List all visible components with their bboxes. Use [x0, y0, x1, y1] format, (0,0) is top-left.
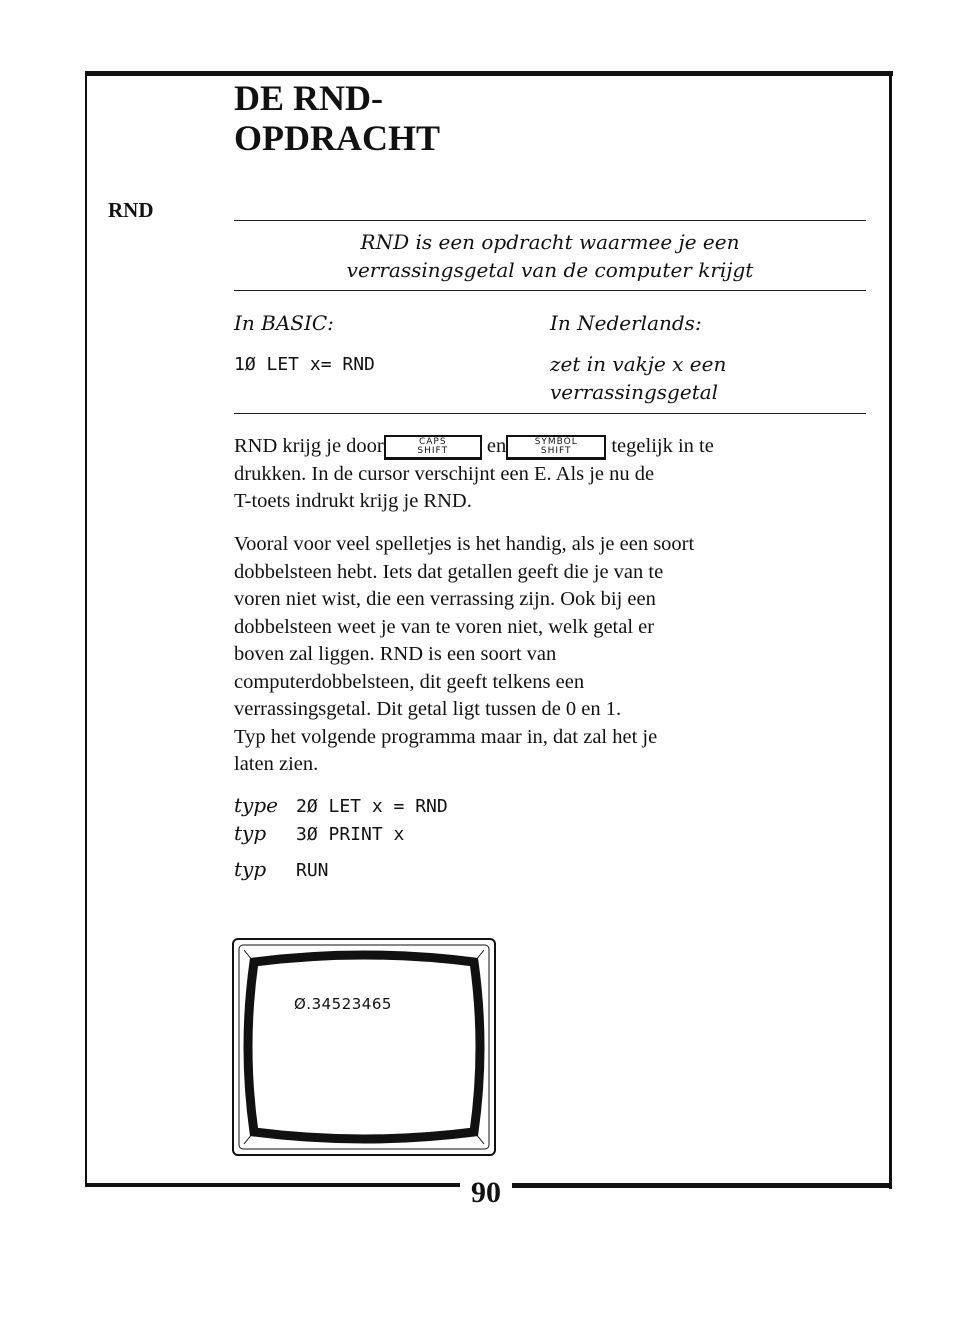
definition-line-2: verrassingsgetal van de computer krijgt [346, 258, 754, 282]
symbol-key-line-2: SHIFT [540, 445, 572, 456]
frame-left-border [85, 71, 87, 1185]
keys-line-3: T-toets indrukt krijg je RND. [234, 490, 472, 512]
rule-top [234, 220, 866, 221]
program-verb: typ [234, 821, 267, 845]
keys-line-2: drukken. In de cursor verschijnt een E. Als je nu de [234, 462, 655, 485]
tv-screen-illustration [232, 938, 496, 1156]
body-line: Vooral voor veel spelletjes is het handig, als je een soort [234, 533, 695, 555]
body-line: dobbelsteen weet je van te voren niet, welk getal er [234, 615, 655, 638]
definition [234, 228, 866, 284]
page-number: 90 [471, 1176, 501, 1209]
body-line: boven zal liggen. RND is een soort van [234, 643, 557, 665]
program-code: RUN [296, 860, 329, 881]
caps-key-line-1: CAPS [418, 436, 447, 447]
program-code: 3Ø PRINT x [296, 824, 405, 845]
dutch-line-1: zet in vakje x een [550, 352, 727, 376]
caps-key-line-2: SHIFT [417, 445, 449, 456]
program-verb: type [234, 793, 278, 817]
keys-text-after: tegelijk in te [611, 435, 714, 457]
body-line: dobbelsteen hebt. Iets dat getallen geeft die je van te [234, 560, 664, 583]
frame-right-border [889, 71, 892, 1189]
dutch-header: In Nederlands: [550, 311, 702, 335]
keys-text-before: RND krijg je door [234, 435, 384, 457]
dutch-explanation [550, 350, 726, 406]
definition-line-1: RND is een opdracht waarmee je een [360, 230, 740, 254]
body-line: laten zien. [234, 753, 319, 775]
frame-top-border [85, 71, 893, 76]
screen-output-value: Ø.34523465 [294, 995, 392, 1013]
title-line-2: OPDRACHT [234, 118, 440, 158]
frame-bottom-border-left [85, 1183, 460, 1187]
body-paragraph [234, 531, 874, 779]
rule-bottom [234, 413, 866, 414]
body-line: computerdobbelsteen, dit geeft telkens een [234, 670, 585, 693]
symbol-shift-key [506, 435, 606, 460]
body-line: verrassingsgetal. Dit getal ligt tussen de 0 en 1. [234, 698, 622, 720]
tv-screen-glass [248, 955, 480, 1139]
caps-shift-key [384, 435, 482, 460]
program-line-1 [234, 791, 448, 821]
basic-header: In BASIC: [234, 311, 334, 335]
body-line: voren niet wist, die een verrassing zijn. Ook bij een [234, 588, 656, 610]
keys-text-middle: en [486, 435, 507, 457]
program-line-2 [234, 819, 404, 849]
side-label: RND [108, 198, 154, 222]
symbol-key-line-1: SYMBOL [534, 436, 578, 447]
body-line: Typ het volgende programma maar in, dat zal het je [234, 725, 658, 748]
title-line-1: DE RND- [234, 78, 383, 118]
program-verb: typ [234, 857, 267, 881]
frame-bottom-border-right [512, 1183, 892, 1188]
dutch-line-2: verrassingsgetal [550, 380, 719, 404]
page-title [234, 78, 440, 158]
rule-middle [234, 290, 866, 291]
keys-line-1 [234, 433, 874, 461]
basic-code: 1Ø LET x= RND [234, 354, 375, 375]
keys-paragraph [234, 433, 874, 516]
program-line-3 [234, 855, 329, 885]
program-code: 2Ø LET x = RND [296, 796, 448, 817]
